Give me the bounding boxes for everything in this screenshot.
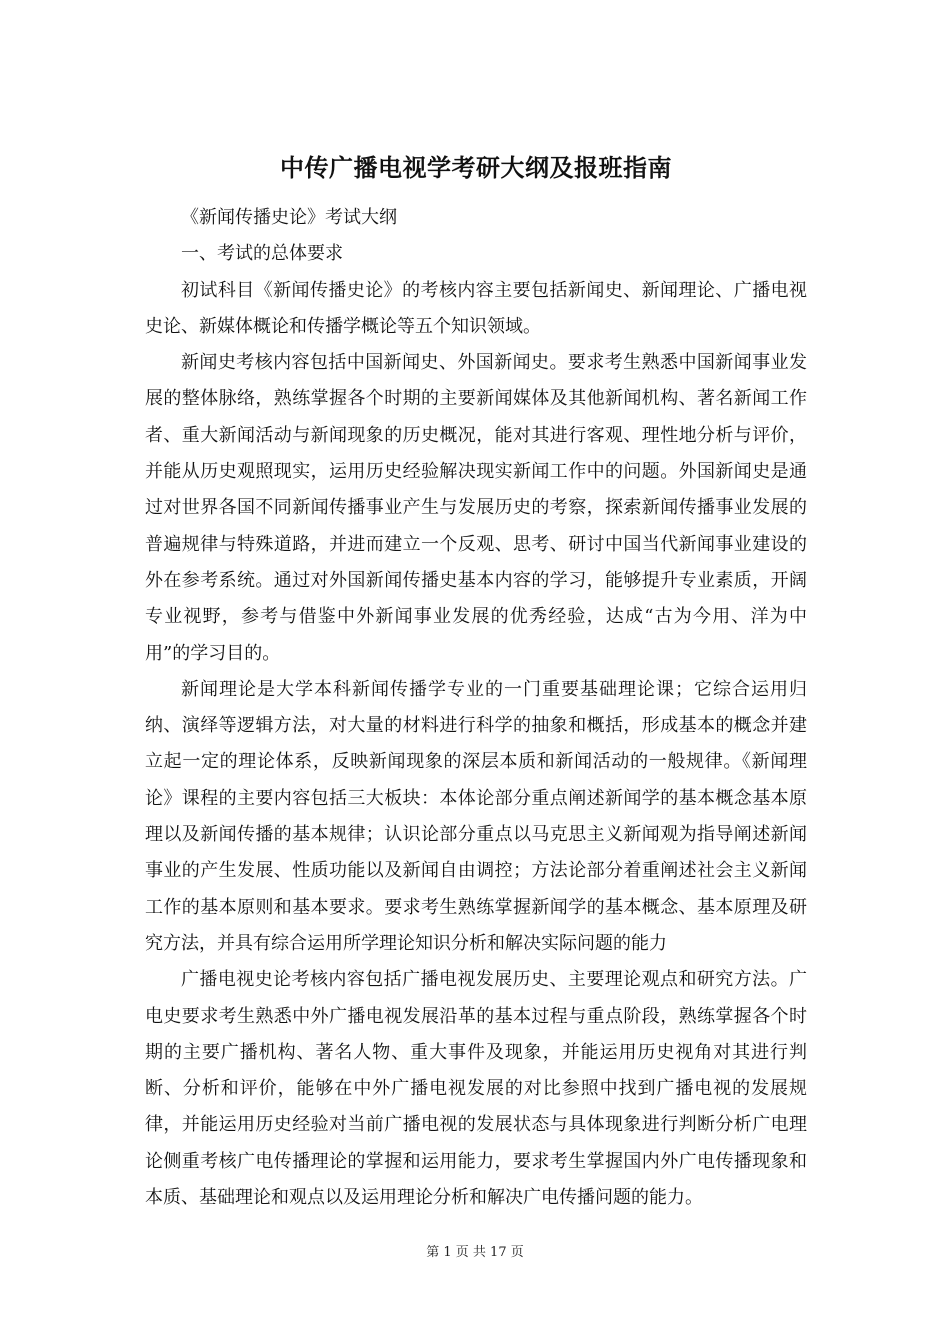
document-body <box>145 150 807 1216</box>
paragraph-overview: 初试科目《新闻传播史论》的考核内容主要包括新闻史、新闻理论、广播电视史论、新媒体概论和传播学概论等五个知识领域。 <box>145 279 807 337</box>
paragraph-news-theory: 新闻理论是大学本科新闻传播学专业的一门重要基础理论课；它综合运用归纳、演绎等逻辑方法，对大量的材料进行科学的抽象和概括，形成基本的概念并建立起一定的理论体系，反映新闻现象的深层本质和新闻活动的一般规律。《新闻理论》课程的主要内容包括三大板块：本体论部分重点阐述新闻学的基本概念基本原理以及新闻传播的基本规律；认识论部分重点以马克思主义新闻观为指导阐述新闻事业的产生发展、性质功能以及新闻自由调控；方法论部分着重阐述社会主义新闻工作的基本原则和基本要求。要求考生熟练掌握新闻学的基本概念、基本原理及研究方法，并具有综合运用所学理论知识分析和解决实际问题的能力 <box>145 678 807 954</box>
paragraph-broadcast-history: 广播电视史论考核内容包括广播电视发展历史、主要理论观点和研究方法。广电史要求考生熟悉中外广播电视发展沿革的基本过程与重点阶段，熟练掌握各个时期的主要广播机构、著名人物、重大事件及现象，并能运用历史视角对其进行判断、分析和评价，能够在中外广播电视发展的对比参照中找到广播电视的发展规律，并能运用历史经验对当前广播电视的发展状态与具体现象进行判断分析广电理论侧重考核广电传播理论的掌握和运用能力，要求考生掌握国内外广电传播现象和本质、基础理论和观点以及运用理论分析和解决广电传播问题的能力。 <box>145 969 807 1209</box>
paragraph-exam-outline: 《新闻传播史论》考试大纲 <box>181 207 397 228</box>
paragraph-news-history: 新闻史考核内容包括中国新闻史、外国新闻史。要求考生熟悉中国新闻事业发展的整体脉络，熟练掌握各个时期的主要新闻媒体及其他新闻机构、著名新闻工作者、重大新闻活动与新闻现象的历史概况，能对其进行客观、理性地分析与评价，并能从历史观照现实，运用历史经验解决现实新闻工作中的问题。外国新闻史是通过对世界各国不同新闻传播事业产生与发展历史的考察，探索新闻传播事业发展的普遍规律与特殊道路，并进而建立一个反观、思考、研讨中国当代新闻事业建设的外在参考系统。通过对外国新闻传播史基本内容的学习，能够提升专业素质，开阔专业视野，参考与借鉴中外新闻事业发展的优秀经验，达成“古为今用、洋为中用”的学习目的。 <box>145 352 807 664</box>
page-footer: 第 1 页 共 17 页 <box>426 1245 524 1260</box>
paragraph-section-heading: 一、考试的总体要求 <box>181 243 343 265</box>
document-title: 中传广播电视学考研大纲及报班指南 <box>280 154 672 182</box>
